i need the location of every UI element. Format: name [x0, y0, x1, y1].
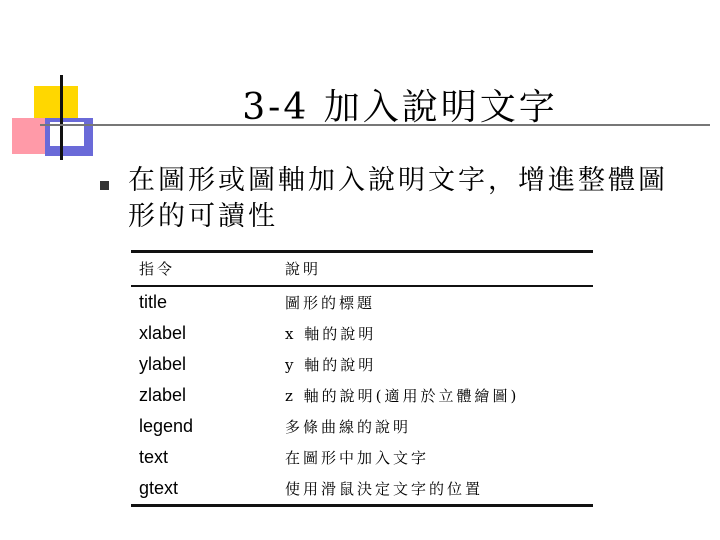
decor-vertical-line	[60, 75, 63, 160]
table-row	[131, 286, 593, 318]
command-cell: ylabel	[139, 353, 187, 374]
command-cell: text	[139, 446, 169, 467]
header-description: 說明	[277, 252, 593, 286]
description-cell: y 軸的說明	[285, 355, 377, 374]
table-row	[131, 411, 593, 442]
command-cell: title	[139, 291, 168, 312]
description-cell: x 軸的說明	[285, 324, 377, 343]
command-table	[131, 250, 593, 507]
table-row	[131, 318, 593, 349]
table-row	[131, 349, 593, 380]
table-row	[131, 442, 593, 473]
command-cell: xlabel	[139, 322, 187, 343]
description-cell: 圖形的標題	[285, 293, 376, 312]
command-cell: legend	[139, 415, 194, 436]
description-cell: z 軸的說明(適用於立體繪圖)	[285, 386, 520, 405]
description-cell: 多條曲線的說明	[285, 417, 412, 436]
description-cell: 在圖形中加入文字	[285, 448, 430, 467]
description-cell: 使用滑鼠決定文字的位置	[285, 479, 484, 498]
command-cell: gtext	[139, 477, 179, 498]
slide-title: 3-4 加入說明文字	[242, 87, 558, 128]
bullet-text: 在圖形或圖軸加入說明文字，增進整體圖形的可讀性	[128, 165, 668, 232]
table-row	[131, 380, 593, 411]
header-command: 指令	[131, 252, 277, 286]
square-bullet-icon	[100, 181, 109, 190]
command-cell: zlabel	[139, 384, 187, 405]
table-row	[131, 473, 593, 506]
table-header-row	[131, 252, 593, 286]
